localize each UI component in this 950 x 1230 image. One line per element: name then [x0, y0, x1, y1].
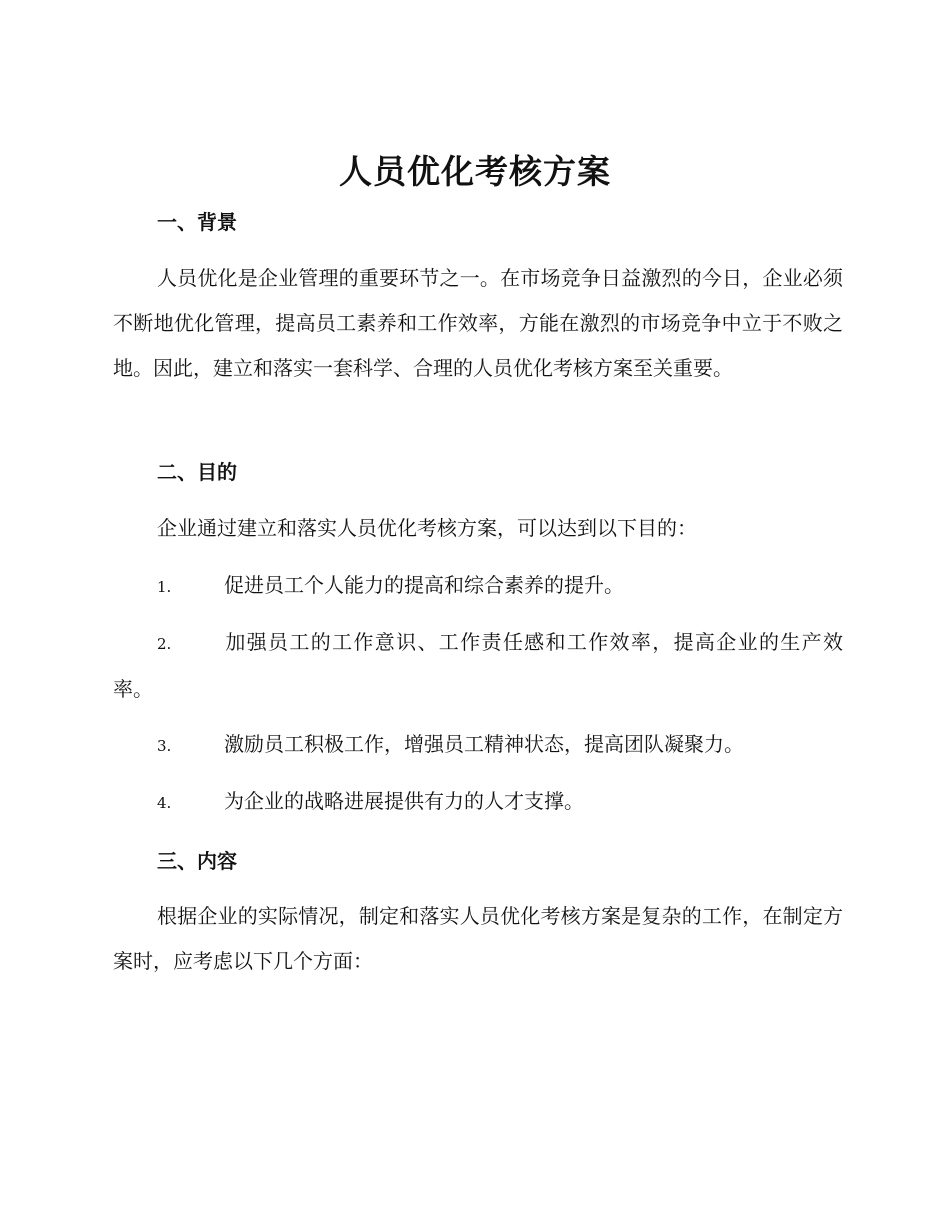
list-item-number: 4.: [157, 794, 172, 812]
section-paragraph-content: 根据企业的实际情况，制定和落实人员优化考核方案是复杂的工作，在制定方案时，应考虑以下几个方面：: [113, 904, 843, 973]
section-heading-background: 一、背景: [157, 210, 237, 234]
section-paragraph-purpose: 企业通过建立和落实人员优化考核方案，可以达到以下目的：: [157, 516, 697, 540]
list-item: [113, 722, 843, 769]
section-paragraph-background: 人员优化是企业管理的重要环节之一。在市场竞争日益激烈的今日，企业必须不断地优化管理，提高员工素养和工作效率，方能在激烈的市场竞争中立于不败之地。因此，建立和落实一套科学、合理的人员优化考核方案至关重要。: [113, 266, 843, 380]
list-item-text: 激励员工积极工作，增强员工精神状态，提高团队凝聚力。: [224, 732, 744, 756]
list-item-number: 1.: [157, 578, 172, 596]
list-item: [113, 620, 843, 712]
section-heading-purpose: 二、目的: [157, 460, 237, 484]
section-heading-content: 三、内容: [157, 849, 237, 873]
list-item-text: 为企业的战略进展提供有力的人才支撑。: [224, 789, 584, 813]
document-title: 人员优化考核方案: [339, 152, 611, 191]
list-item-number: 3.: [157, 737, 172, 755]
list-item-text: 加强员工的工作意识、工作责任感和工作效率，提高企业的生产效率。: [113, 630, 843, 701]
list-item: [113, 779, 843, 826]
list-item-text: 促进员工个人能力的提高和综合素养的提升。: [224, 573, 624, 597]
list-item-number: 2.: [157, 635, 172, 653]
list-item: [113, 563, 843, 610]
